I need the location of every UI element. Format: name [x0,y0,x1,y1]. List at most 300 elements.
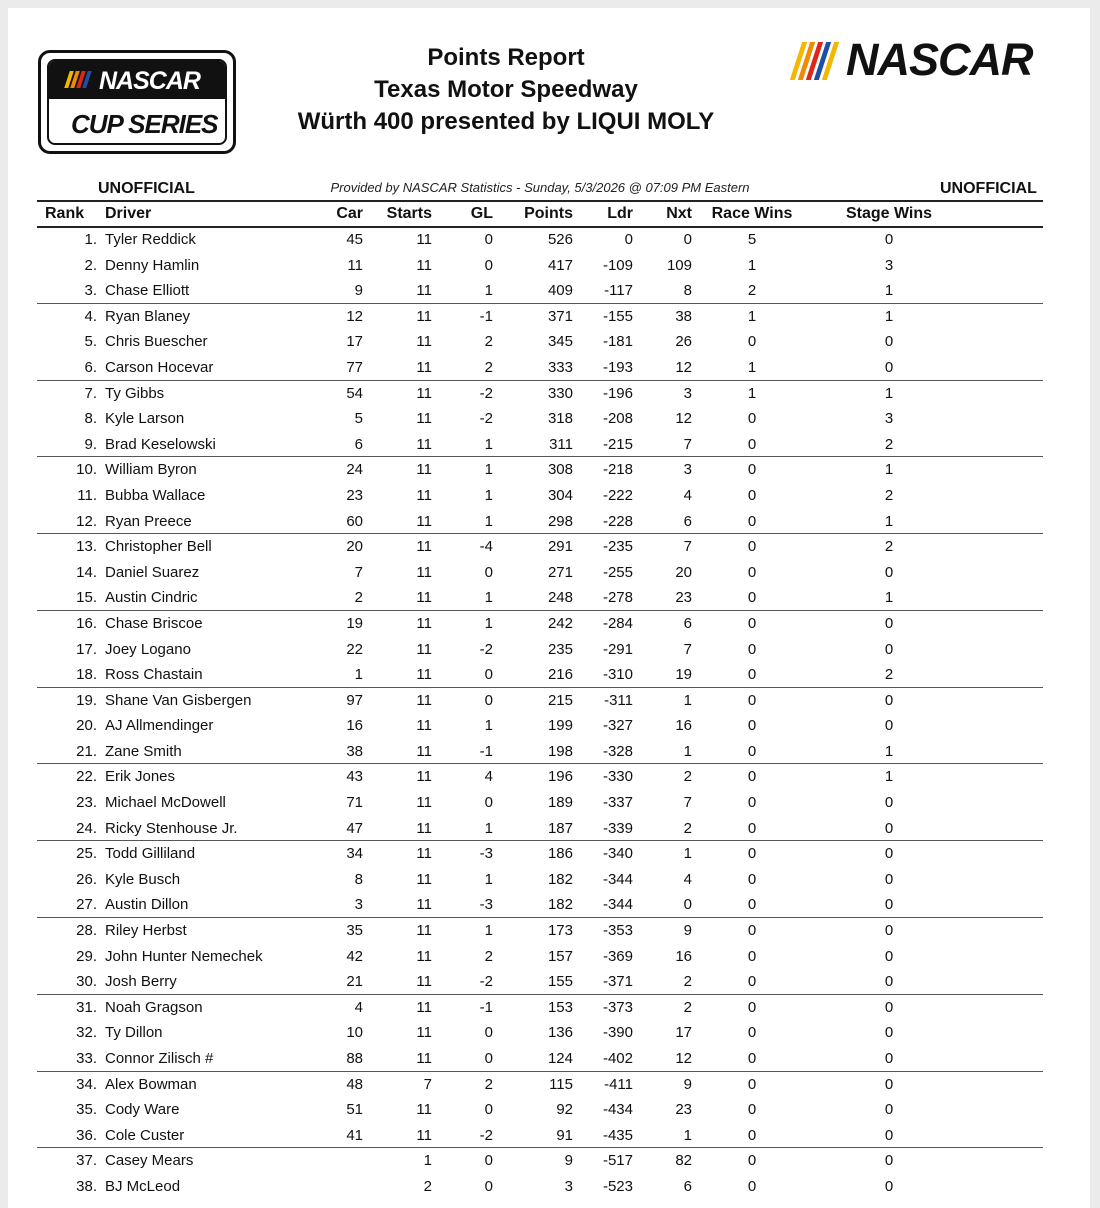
table-row [37,688,1043,714]
table-row [37,432,1043,458]
rank-cell: 22. [76,768,97,786]
driver-cell: Ty Gibbs [105,384,165,402]
standings-table [37,227,1043,1200]
rank-cell: 34. [76,1075,97,1093]
race-wins-cell: 0 [747,1101,757,1119]
rank-cell: 19. [76,691,97,709]
stage-wins-cell: 0 [884,563,894,581]
race-wins-cell: 1 [747,256,757,274]
rank-cell: 3. [84,282,97,300]
points-cell: 311 [549,435,573,453]
starts-cell: 11 [416,870,432,888]
ldr-cell: -328 [602,742,633,760]
race-wins-cell: 0 [747,1152,757,1170]
driver-cell: Cody Ware [105,1101,180,1119]
starts-cell: 11 [416,435,432,453]
ldr-cell: -340 [602,845,633,863]
points-cell: 417 [547,256,573,274]
nxt-cell: 7 [683,538,692,556]
report-title: Points Report [427,44,585,71]
ldr-cell: -291 [602,640,633,658]
table-row [37,355,1043,381]
starts-cell: 11 [416,512,432,530]
stage-wins-cell: 2 [884,666,894,684]
points-cell: 235 [547,640,573,658]
starts-cell: 11 [416,947,432,965]
ldr-cell: -278 [602,589,633,607]
points-cell: 248 [547,589,573,607]
car-cell: 22 [346,640,363,658]
race-wins-cell: 0 [747,742,757,760]
stage-wins-cell: 1 [884,307,894,325]
race-wins-cell: 0 [747,333,757,351]
starts-cell: 7 [423,1075,432,1093]
starts-cell: 2 [423,1177,432,1195]
driver-cell: Connor Zilisch # [105,1050,214,1067]
ldr-cell: -327 [602,717,633,735]
nxt-cell: 20 [675,563,692,581]
rank-cell: 20. [76,717,97,735]
rank-cell: 21. [76,742,97,760]
points-cell: 304 [547,486,573,504]
nxt-cell: 3 [683,461,692,479]
car-cell: 77 [346,358,363,376]
nxt-cell: 2 [683,973,692,991]
race-wins-cell: 0 [747,410,757,428]
race-wins-cell: 0 [747,896,757,914]
gl-cell: 1 [484,486,493,504]
driver-cell: Zane Smith [105,742,182,760]
starts-cell: 11 [416,231,432,248]
points-cell: 298 [547,512,573,530]
column-header-gl: GL [470,205,493,222]
race-wins-cell: 0 [747,845,757,863]
driver-cell: Cole Custer [105,1126,185,1144]
driver-cell: Chase Briscoe [105,614,203,632]
race-wins-cell: 0 [747,538,757,556]
car-cell: 35 [346,922,363,940]
car-cell: 12 [346,307,363,325]
table-row [37,995,1043,1021]
car-cell: 1 [354,666,363,684]
starts-cell: 11 [416,1126,432,1144]
nxt-cell: 3 [683,384,692,402]
ldr-cell: -228 [602,512,633,530]
gl-cell: 4 [484,768,493,786]
points-cell: 173 [547,922,573,940]
table-row [37,585,1043,611]
ldr-cell: -434 [602,1101,633,1119]
driver-cell: Joey Logano [105,640,191,658]
starts-cell: 11 [416,819,432,837]
rank-cell: 28. [76,922,97,940]
table-row [37,790,1043,816]
points-cell: 198 [547,742,573,760]
stage-wins-cell: 0 [884,358,894,376]
starts-cell: 11 [416,461,432,479]
car-cell: 42 [346,947,363,965]
starts-cell: 11 [416,742,432,760]
gl-cell: -2 [479,640,493,658]
car-cell: 7 [354,563,363,581]
race-wins-cell: 0 [747,819,757,837]
rank-cell: 6. [84,358,97,376]
points-cell: 318 [547,410,573,428]
rank-cell: 35. [76,1101,97,1119]
gl-cell: -2 [479,384,493,402]
logo-nascar-text: NASCAR [99,67,200,95]
stage-wins-cell: 0 [884,896,894,914]
race-wins-cell: 0 [747,1126,757,1144]
ldr-cell: -371 [602,973,633,991]
race-name: Würth 400 presented by LIQUI MOLY [297,108,715,135]
driver-cell: Josh Berry [105,973,177,991]
ldr-cell: -411 [604,1075,633,1093]
nxt-cell: 9 [683,1075,692,1093]
starts-cell: 11 [416,384,432,402]
gl-cell: 1 [484,614,493,632]
gl-cell: 1 [484,819,493,837]
starts-cell: 11 [416,717,432,735]
ldr-cell: -155 [602,307,633,325]
column-header-nxt: Nxt [666,205,692,222]
rank-cell: 1. [84,231,97,248]
gl-cell: 2 [484,333,493,351]
stage-wins-cell: 0 [884,1101,894,1119]
nxt-cell: 9 [683,922,692,940]
track-name: Texas Motor Speedway [374,76,638,103]
stage-wins-cell: 0 [884,973,894,991]
nxt-cell: 19 [675,666,692,684]
rank-cell: 16. [76,614,97,632]
rank-cell: 27. [76,896,97,914]
stage-wins-cell: 0 [884,794,894,812]
car-cell: 38 [346,742,363,760]
nxt-cell: 6 [683,614,692,632]
nxt-cell: 8 [683,282,692,300]
rank-cell: 38. [76,1177,97,1195]
points-cell: 9 [564,1152,573,1170]
ldr-cell: 0 [624,231,633,248]
gl-cell: 1 [484,512,493,530]
gl-cell: 0 [484,1177,493,1195]
table-row [37,662,1043,688]
table-row [37,406,1043,432]
table-row [37,253,1043,279]
race-wins-cell: 0 [747,614,757,632]
starts-cell: 11 [416,614,432,632]
driver-cell: Casey Mears [105,1152,194,1170]
rank-cell: 31. [76,998,97,1016]
points-cell: 3 [564,1177,573,1195]
car-cell: 54 [346,384,363,402]
stage-wins-cell: 0 [884,947,894,965]
race-wins-cell: 0 [747,512,757,530]
points-cell: 91 [556,1126,573,1144]
ldr-cell: -402 [602,1050,633,1067]
table-row [37,1148,1043,1174]
ldr-cell: -311 [604,691,633,709]
starts-cell: 11 [416,1024,432,1042]
gl-cell: 1 [484,282,493,300]
rank-cell: 15. [76,589,97,607]
ldr-cell: -215 [602,435,633,453]
points-cell: 345 [547,333,573,351]
stripes-icon [796,42,836,85]
points-cell: 196 [547,768,573,786]
column-header-ldr: Ldr [607,205,633,222]
driver-cell: Chase Elliott [105,282,190,300]
table-row [37,1020,1043,1046]
stage-wins-cell: 3 [884,256,894,274]
driver-cell: Kyle Busch [105,870,181,888]
stage-wins-cell: 2 [884,486,894,504]
stage-wins-cell: 0 [884,1177,894,1195]
nxt-cell: 1 [683,845,692,863]
nxt-cell: 0 [683,231,692,248]
column-header-points: Points [524,205,573,222]
stage-wins-cell: 1 [884,512,894,530]
driver-cell: Noah Gragson [105,998,203,1016]
points-cell: 186 [547,845,573,863]
race-wins-cell: 0 [747,563,757,581]
race-wins-cell: 0 [747,998,757,1016]
gl-cell: 1 [484,717,493,735]
points-cell: 199 [547,717,573,735]
stage-wins-cell: 2 [884,435,894,453]
race-wins-cell: 5 [747,231,757,248]
stage-wins-cell: 3 [884,410,894,428]
points-cell: 526 [547,231,573,248]
ldr-cell: -435 [602,1126,633,1144]
column-header-driver: Driver [105,205,152,222]
race-wins-cell: 1 [747,384,757,402]
nxt-cell: 2 [683,998,692,1016]
logo-cup-series-text: CUP SERIES [71,109,218,139]
table-row [37,969,1043,995]
gl-cell: -2 [479,973,493,991]
car-cell: 11 [347,256,363,274]
ldr-cell: -330 [602,768,633,786]
rank-cell: 36. [76,1126,97,1144]
table-row [37,1123,1043,1149]
rank-cell: 18. [76,666,97,684]
driver-cell: Christopher Bell [105,538,212,556]
race-wins-cell: 0 [747,870,757,888]
car-cell: 24 [346,461,363,479]
points-cell: 330 [547,384,573,402]
ldr-cell: -353 [602,922,633,940]
gl-cell: 1 [484,435,493,453]
car-cell: 60 [346,512,363,530]
stage-wins-cell: 0 [884,614,894,632]
car-cell: 47 [346,819,363,837]
driver-cell: Riley Herbst [105,922,187,940]
points-cell: 182 [547,870,573,888]
starts-cell: 11 [416,666,432,684]
race-wins-cell: 2 [747,282,757,300]
race-wins-cell: 0 [747,717,757,735]
nxt-cell: 7 [683,794,692,812]
ldr-cell: -255 [602,563,633,581]
nxt-cell: 23 [675,1101,692,1119]
nascar-wordmark: NASCAR [846,34,1033,85]
points-cell: 291 [547,538,573,556]
table-row [37,637,1043,663]
race-wins-cell: 0 [747,435,757,453]
stage-wins-cell: 2 [884,538,894,556]
stage-wins-cell: 0 [884,1075,894,1093]
column-header-stage-wins: Stage Wins [845,205,933,222]
nxt-cell: 16 [675,717,692,735]
rank-cell: 8. [84,410,97,428]
ldr-cell: -193 [602,358,633,376]
ldr-cell: -310 [602,666,633,684]
stage-wins-cell: 0 [884,998,894,1016]
ldr-cell: -373 [602,998,633,1016]
driver-cell: Austin Dillon [105,896,189,914]
points-cell: 92 [556,1101,573,1119]
unofficial-label-right: UNOFFICIAL [940,180,1037,197]
driver-cell: Erik Jones [105,768,176,786]
race-wins-cell: 0 [747,461,757,479]
driver-cell: Brad Keselowski [105,435,216,453]
starts-cell: 11 [416,768,432,786]
nxt-cell: 7 [683,640,692,658]
driver-cell: Denny Hamlin [105,256,200,274]
points-cell: 115 [549,1075,573,1093]
table-row [37,329,1043,355]
starts-cell: 11 [416,563,432,581]
ldr-cell: -284 [602,614,633,632]
ldr-cell: -523 [602,1177,633,1195]
points-cell: 333 [547,358,573,376]
car-cell: 19 [346,614,363,632]
driver-cell: Daniel Suarez [105,563,200,581]
race-wins-cell: 0 [747,640,757,658]
ldr-cell: -181 [602,333,633,351]
gl-cell: -2 [479,1126,493,1144]
driver-cell: Tyler Reddick [105,231,196,248]
nxt-cell: 6 [683,512,692,530]
nxt-cell: 12 [675,358,692,376]
gl-cell: 0 [484,563,493,581]
nxt-cell: 1 [683,742,692,760]
car-cell: 3 [354,896,363,914]
table-row [37,278,1043,304]
ldr-cell: -339 [602,819,633,837]
stage-wins-cell: 0 [884,1126,894,1144]
rank-cell: 24. [76,819,97,837]
gl-cell: 0 [484,1152,493,1170]
rank-cell: 9. [84,435,97,453]
rank-cell: 26. [76,870,97,888]
stage-wins-cell: 0 [884,231,894,248]
race-wins-cell: 0 [747,947,757,965]
driver-cell: Todd Gilliland [105,845,196,863]
column-header-rank: Rank [45,205,85,222]
stage-wins-cell: 0 [884,333,894,351]
nxt-cell: 7 [683,435,692,453]
stage-wins-cell: 1 [884,589,894,607]
car-cell: 43 [346,768,363,786]
car-cell: 5 [354,410,363,428]
points-cell: 216 [547,666,573,684]
gl-cell: -3 [479,896,493,914]
rank-cell: 11. [77,486,97,504]
starts-cell: 11 [416,410,432,428]
stage-wins-cell: 0 [884,870,894,888]
nxt-cell: 109 [666,256,692,274]
car-cell: 8 [354,870,363,888]
nxt-cell: 4 [683,870,692,888]
nxt-cell: 0 [683,896,692,914]
race-wins-cell: 0 [747,922,757,940]
points-cell: 215 [547,691,573,709]
driver-cell: Ryan Blaney [105,307,191,325]
driver-cell: Michael McDowell [105,794,226,812]
starts-cell: 11 [416,538,432,556]
car-cell: 6 [354,435,363,453]
car-cell: 21 [346,973,363,991]
car-cell: 45 [346,231,363,248]
table-row [37,381,1043,407]
rank-cell: 12. [76,512,97,530]
car-cell: 17 [346,333,363,351]
table-row [37,944,1043,970]
driver-cell: Carson Hocevar [105,358,214,376]
driver-cell: AJ Allmendinger [105,717,214,735]
gl-cell: 2 [484,358,493,376]
points-cell: 371 [547,307,573,325]
starts-cell: 11 [416,845,432,863]
points-cell: 189 [547,794,573,812]
table-row [37,1046,1043,1072]
rank-cell: 23. [76,794,97,812]
gl-cell: 1 [484,870,493,888]
race-wins-cell: 0 [747,691,757,709]
starts-cell: 11 [416,358,432,376]
rank-cell: 30. [76,973,97,991]
table-row [37,739,1043,765]
car-cell: 88 [346,1050,363,1067]
points-cell: 308 [547,461,573,479]
starts-cell: 11 [416,589,432,607]
table-row [37,841,1043,867]
driver-cell: BJ McLeod [105,1177,181,1195]
table-row [37,304,1043,330]
driver-cell: John Hunter Nemechek [105,947,263,965]
driver-cell: Shane Van Gisbergen [105,691,252,709]
race-wins-cell: 0 [747,1050,757,1067]
gl-cell: 0 [484,1050,493,1067]
starts-cell: 11 [416,794,432,812]
car-cell: 2 [354,589,363,607]
driver-cell: Chris Buescher [105,333,208,351]
race-wins-cell: 0 [747,589,757,607]
gl-cell: 0 [484,691,493,709]
driver-cell: Ty Dillon [105,1024,163,1042]
nxt-cell: 6 [683,1177,692,1195]
starts-cell: 11 [416,640,432,658]
nxt-cell: 23 [675,589,692,607]
gl-cell: 0 [484,231,493,248]
table-row [37,1174,1043,1200]
points-cell: 155 [547,973,573,991]
rank-cell: 5. [84,333,97,351]
gl-cell: 0 [484,256,493,274]
stage-wins-cell: 1 [884,282,894,300]
